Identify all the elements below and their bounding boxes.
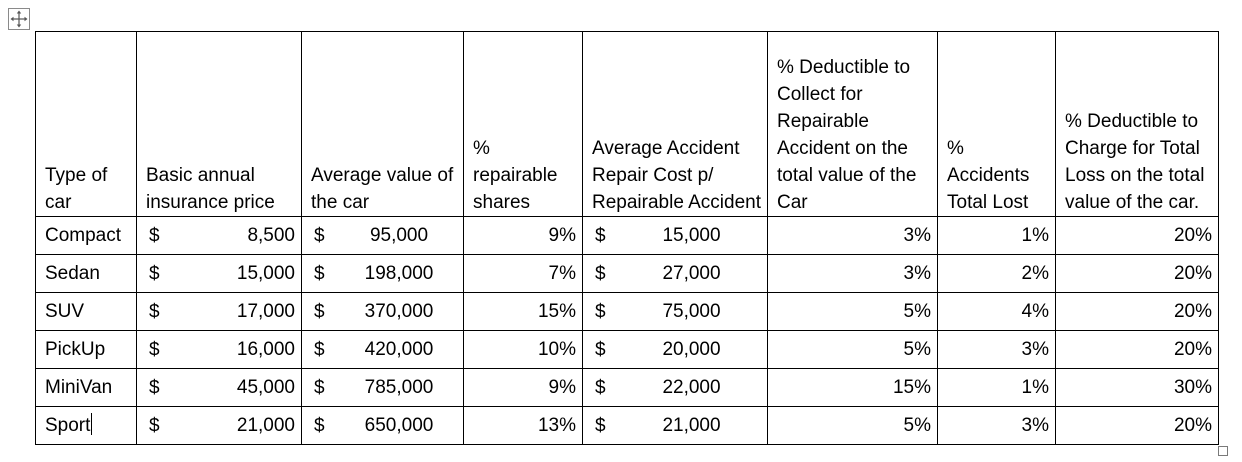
cell-deductible-repair[interactable]: 15% bbox=[768, 369, 938, 407]
table-row bbox=[36, 407, 1219, 445]
currency-symbol: $ bbox=[314, 415, 325, 436]
amount: 17,000 bbox=[236, 301, 295, 322]
cell-deductible-repair[interactable]: 5% bbox=[768, 293, 938, 331]
amount: 22,000 bbox=[662, 377, 721, 398]
cell-repairable[interactable]: 9% bbox=[464, 217, 583, 255]
cell-repair-cost[interactable] bbox=[583, 369, 768, 407]
text-cursor bbox=[91, 413, 92, 435]
cell-deductible-repair[interactable]: 3% bbox=[768, 255, 938, 293]
cell-type[interactable] bbox=[36, 407, 137, 445]
currency-symbol: $ bbox=[149, 225, 160, 246]
cell-avg-value[interactable] bbox=[302, 369, 464, 407]
currency-symbol: $ bbox=[595, 301, 606, 322]
header-repairable[interactable]: % repairable shares bbox=[464, 32, 583, 217]
cell-avg-value[interactable] bbox=[302, 255, 464, 293]
cell-repair-cost[interactable] bbox=[583, 407, 768, 445]
cell-accidents-lost[interactable]: 1% bbox=[938, 369, 1056, 407]
currency-symbol: $ bbox=[149, 415, 160, 436]
amount: 8,500 bbox=[247, 225, 295, 246]
cell-deductible-repair[interactable]: 5% bbox=[768, 331, 938, 369]
cell-repairable[interactable]: 10% bbox=[464, 331, 583, 369]
table-move-handle-icon[interactable] bbox=[8, 8, 30, 30]
cell-avg-value[interactable] bbox=[302, 331, 464, 369]
cell-repair-cost[interactable] bbox=[583, 331, 768, 369]
cell-deductible-loss[interactable]: 20% bbox=[1056, 331, 1219, 369]
amount: 95,000 bbox=[369, 225, 429, 246]
amount: 20,000 bbox=[662, 339, 721, 360]
table-row bbox=[36, 293, 1219, 331]
cell-type[interactable]: PickUp bbox=[36, 331, 137, 369]
currency-symbol: $ bbox=[595, 225, 606, 246]
cell-accidents-lost[interactable]: 4% bbox=[938, 293, 1056, 331]
header-type[interactable]: Type of car bbox=[36, 32, 137, 217]
currency-symbol: $ bbox=[595, 339, 606, 360]
currency-symbol: $ bbox=[314, 225, 325, 246]
cell-repairable[interactable]: 15% bbox=[464, 293, 583, 331]
amount: 198,000 bbox=[364, 263, 434, 284]
cell-repairable[interactable]: 9% bbox=[464, 369, 583, 407]
amount: 27,000 bbox=[662, 263, 721, 284]
cell-deductible-loss[interactable]: 20% bbox=[1056, 293, 1219, 331]
currency-symbol: $ bbox=[595, 415, 606, 436]
amount: 16,000 bbox=[236, 339, 295, 360]
cell-deductible-loss[interactable]: 20% bbox=[1056, 407, 1219, 445]
cell-accidents-lost[interactable]: 3% bbox=[938, 407, 1056, 445]
resize-square-icon[interactable] bbox=[1218, 446, 1228, 456]
cell-deductible-loss[interactable]: 20% bbox=[1056, 217, 1219, 255]
header-repair-cost[interactable]: Average Accident Repair Cost p/ Repairable Accident bbox=[583, 32, 768, 217]
currency-symbol: $ bbox=[314, 377, 325, 398]
cell-type[interactable]: Sedan bbox=[36, 255, 137, 293]
cell-accidents-lost[interactable]: 1% bbox=[938, 217, 1056, 255]
cell-accidents-lost[interactable]: 3% bbox=[938, 331, 1056, 369]
header-basic-price[interactable]: Basic annual insurance price bbox=[137, 32, 302, 217]
cell-repairable[interactable]: 7% bbox=[464, 255, 583, 293]
header-accidents-lost[interactable]: % Accidents Total Lost bbox=[938, 32, 1056, 217]
cell-basic-price[interactable] bbox=[137, 407, 302, 445]
amount: 785,000 bbox=[364, 377, 434, 398]
cell-deductible-loss[interactable]: 20% bbox=[1056, 255, 1219, 293]
cell-type[interactable]: MiniVan bbox=[36, 369, 137, 407]
table-row bbox=[36, 331, 1219, 369]
amount: 75,000 bbox=[662, 301, 721, 322]
table-row bbox=[36, 255, 1219, 293]
cell-type[interactable]: SUV bbox=[36, 293, 137, 331]
cell-basic-price[interactable] bbox=[137, 369, 302, 407]
cell-deductible-repair[interactable]: 5% bbox=[768, 407, 938, 445]
header-deductible-loss[interactable]: % Deductible to Charge for Total Loss on the total value of the car. bbox=[1056, 32, 1219, 217]
cell-avg-value[interactable] bbox=[302, 293, 464, 331]
currency-symbol: $ bbox=[149, 339, 160, 360]
cell-repair-cost[interactable] bbox=[583, 217, 768, 255]
amount: 650,000 bbox=[364, 415, 434, 436]
move-arrows-icon bbox=[9, 9, 29, 29]
table-row bbox=[36, 369, 1219, 407]
cell-basic-price[interactable] bbox=[137, 255, 302, 293]
currency-symbol: $ bbox=[314, 301, 325, 322]
amount: 15,000 bbox=[236, 263, 295, 284]
currency-symbol: $ bbox=[595, 377, 606, 398]
cell-repair-cost[interactable] bbox=[583, 255, 768, 293]
header-avg-value[interactable]: Average value of the car bbox=[302, 32, 464, 217]
currency-symbol: $ bbox=[314, 339, 325, 360]
header-row bbox=[36, 32, 1219, 217]
amount: 370,000 bbox=[364, 301, 434, 322]
cell-deductible-loss[interactable]: 30% bbox=[1056, 369, 1219, 407]
amount: 21,000 bbox=[236, 415, 295, 436]
amount: 15,000 bbox=[662, 225, 721, 246]
cell-type[interactable]: Compact bbox=[36, 217, 137, 255]
amount: 21,000 bbox=[662, 415, 721, 436]
cell-basic-price[interactable] bbox=[137, 293, 302, 331]
currency-symbol: $ bbox=[149, 301, 160, 322]
cell-repairable[interactable]: 13% bbox=[464, 407, 583, 445]
cell-deductible-repair[interactable]: 3% bbox=[768, 217, 938, 255]
cell-avg-value[interactable] bbox=[302, 217, 464, 255]
cell-type-text: Sport bbox=[45, 415, 91, 436]
currency-symbol: $ bbox=[149, 377, 160, 398]
currency-symbol: $ bbox=[595, 263, 606, 284]
cell-repair-cost[interactable] bbox=[583, 293, 768, 331]
table-row bbox=[36, 217, 1219, 255]
currency-symbol: $ bbox=[314, 263, 325, 284]
amount: 45,000 bbox=[236, 377, 295, 398]
currency-symbol: $ bbox=[149, 263, 160, 284]
amount: 420,000 bbox=[364, 339, 434, 360]
insurance-table bbox=[35, 31, 1219, 445]
cell-accidents-lost[interactable]: 2% bbox=[938, 255, 1056, 293]
cell-basic-price[interactable] bbox=[137, 217, 302, 255]
cell-basic-price[interactable] bbox=[137, 331, 302, 369]
header-deductible-repair[interactable]: % Deductible to Collect for Repairable Accident on the total value of the Car bbox=[768, 32, 938, 217]
cell-avg-value[interactable] bbox=[302, 407, 464, 445]
